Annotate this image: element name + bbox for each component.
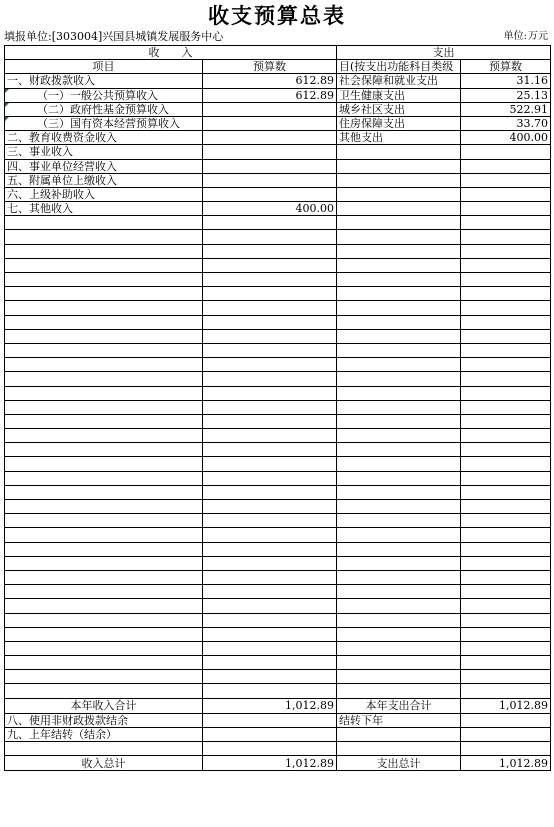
empty-row xyxy=(5,216,551,230)
expense-item-header: 目(按支出功能科目类级 xyxy=(337,60,461,74)
empty-cell xyxy=(5,570,203,584)
empty-cell xyxy=(203,528,337,542)
empty-cell xyxy=(5,613,203,627)
empty-cell xyxy=(461,457,551,471)
empty-row xyxy=(5,542,551,556)
year-income-total-value: 1,012.89 xyxy=(203,698,337,713)
empty-cell xyxy=(5,301,203,315)
empty-row xyxy=(5,485,551,499)
empty-cell xyxy=(5,500,203,514)
expense-value-cell: 25.13 xyxy=(461,88,551,102)
empty-cell xyxy=(337,570,461,584)
empty-row xyxy=(5,656,551,670)
expense-item-cell xyxy=(337,145,461,159)
empty-cell xyxy=(203,258,337,272)
empty-row xyxy=(5,358,551,372)
empty-cell xyxy=(5,315,203,329)
empty-cell xyxy=(5,343,203,357)
expense-item-cell xyxy=(337,187,461,201)
empty-cell xyxy=(203,329,337,343)
empty-cell xyxy=(203,514,337,528)
empty-cell xyxy=(203,358,337,372)
header-row-2 xyxy=(5,60,551,74)
year-expense-total-value: 1,012.89 xyxy=(461,698,551,713)
year-income-total-label: 本年收入合计 xyxy=(5,698,203,713)
expense-value-cell xyxy=(461,145,551,159)
income-item-cell: （一）一般公共预算收入 xyxy=(5,88,203,102)
empty-cell xyxy=(461,258,551,272)
expense-value-cell: 400.00 xyxy=(461,131,551,145)
empty-cell xyxy=(461,414,551,428)
empty-cell xyxy=(203,244,337,258)
non-fiscal-balance-label: 八、使用非财政拨款结余 xyxy=(5,713,203,727)
empty-row xyxy=(5,429,551,443)
empty-cell xyxy=(5,742,203,756)
empty-cell xyxy=(337,500,461,514)
year-expense-total-label: 本年支出合计 xyxy=(337,698,461,713)
income-value-cell: 612.89 xyxy=(203,88,337,102)
empty-cell xyxy=(337,216,461,230)
empty-cell xyxy=(337,315,461,329)
expense-item-cell xyxy=(337,202,461,216)
empty-cell xyxy=(203,485,337,499)
empty-cell xyxy=(337,301,461,315)
budget-table xyxy=(4,45,551,771)
income-value-cell: 612.89 xyxy=(203,74,337,88)
prior-year-carryover-label: 九、上年结转（结余） xyxy=(5,727,203,741)
empty-cell xyxy=(461,627,551,641)
carry-forward-value xyxy=(461,713,551,727)
empty-cell xyxy=(5,400,203,414)
expense-budget-header: 预算数 xyxy=(461,60,551,74)
empty-cell xyxy=(461,684,551,698)
empty-cell xyxy=(337,443,461,457)
empty-cell xyxy=(461,216,551,230)
empty-cell xyxy=(337,627,461,641)
empty-cell xyxy=(5,429,203,443)
income-item-cell: 一、财政拨款收入 xyxy=(5,74,203,88)
empty-cell xyxy=(337,329,461,343)
empty-cell xyxy=(203,585,337,599)
page-title: 收支预算总表 xyxy=(208,3,346,28)
expense-item-cell: 住房保障支出 xyxy=(337,116,461,130)
empty-row xyxy=(5,287,551,301)
expense-item-cell: 城乡社区支出 xyxy=(337,102,461,116)
empty-cell xyxy=(337,287,461,301)
row-non-fiscal-balance xyxy=(5,713,551,727)
empty-cell xyxy=(5,216,203,230)
empty-cell xyxy=(461,386,551,400)
expense-item-cell: 卫生健康支出 xyxy=(337,88,461,102)
empty-row xyxy=(5,670,551,684)
empty-cell xyxy=(5,656,203,670)
empty-row xyxy=(5,329,551,343)
empty-cell xyxy=(461,742,551,756)
empty-row xyxy=(5,457,551,471)
empty-row xyxy=(5,315,551,329)
empty-cell xyxy=(461,670,551,684)
grand-total-row xyxy=(5,756,551,771)
empty-cell xyxy=(461,727,551,741)
expense-item-cell: 其他支出 xyxy=(337,131,461,145)
empty-cell xyxy=(337,641,461,655)
empty-cell xyxy=(337,670,461,684)
empty-row xyxy=(5,684,551,698)
empty-cell xyxy=(337,429,461,443)
expense-value-cell xyxy=(461,159,551,173)
expense-value-cell: 33.70 xyxy=(461,116,551,130)
income-item-cell: 二、教育收费资金收入 xyxy=(5,131,203,145)
empty-row xyxy=(5,400,551,414)
empty-cell xyxy=(203,599,337,613)
empty-cell xyxy=(5,627,203,641)
empty-cell xyxy=(337,358,461,372)
empty-cell xyxy=(203,230,337,244)
empty-cell xyxy=(461,230,551,244)
empty-cell xyxy=(5,528,203,542)
income-value-cell xyxy=(203,145,337,159)
expense-item-cell xyxy=(337,173,461,187)
empty-cell xyxy=(5,471,203,485)
expense-value-cell xyxy=(461,202,551,216)
non-fiscal-balance-value xyxy=(203,713,337,727)
empty-cell xyxy=(461,656,551,670)
table-row xyxy=(5,145,551,159)
empty-cell xyxy=(203,613,337,627)
empty-cell xyxy=(5,556,203,570)
empty-cell xyxy=(5,358,203,372)
empty-cell xyxy=(461,528,551,542)
empty-row xyxy=(5,528,551,542)
unit-indicator xyxy=(503,30,548,44)
empty-cell xyxy=(461,443,551,457)
empty-cell xyxy=(5,329,203,343)
empty-cell xyxy=(461,542,551,556)
empty-row xyxy=(5,585,551,599)
empty-cell xyxy=(5,386,203,400)
empty-cell xyxy=(337,528,461,542)
empty-cell xyxy=(5,258,203,272)
unit-label: 单位: xyxy=(503,31,527,42)
empty-row xyxy=(5,273,551,287)
empty-cell xyxy=(337,343,461,357)
empty-cell xyxy=(337,400,461,414)
table-row xyxy=(5,74,551,88)
income-item-cell: 四、事业单位经营收入 xyxy=(5,159,203,173)
empty-cell xyxy=(461,343,551,357)
empty-cell xyxy=(461,514,551,528)
table-row xyxy=(5,202,551,216)
empty-cell xyxy=(337,542,461,556)
empty-cell xyxy=(461,429,551,443)
empty-cell xyxy=(461,287,551,301)
empty-cell xyxy=(5,641,203,655)
expense-grand-total-value: 1,012.89 xyxy=(461,756,551,771)
empty-cell xyxy=(203,627,337,641)
empty-cell xyxy=(461,556,551,570)
empty-cell xyxy=(203,216,337,230)
empty-row xyxy=(5,258,551,272)
empty-cell xyxy=(337,457,461,471)
empty-row xyxy=(5,570,551,584)
empty-cell xyxy=(203,670,337,684)
income-item-cell: 五、附属单位上缴收入 xyxy=(5,173,203,187)
empty-cell xyxy=(337,273,461,287)
fill-unit-label: 填报单位: xyxy=(4,30,52,43)
income-item-cell: （三）国有资本经营预算收入 xyxy=(5,116,203,130)
empty-cell xyxy=(461,599,551,613)
expense-value-cell: 31.16 xyxy=(461,74,551,88)
table-row xyxy=(5,88,551,102)
empty-cell xyxy=(203,443,337,457)
income-grand-total-value: 1,012.89 xyxy=(203,756,337,771)
empty-row xyxy=(5,641,551,655)
table-row xyxy=(5,173,551,187)
fill-unit-value: [303004]兴国县城镇发展服务中心 xyxy=(51,30,224,43)
empty-cell xyxy=(203,742,337,756)
income-value-cell xyxy=(203,131,337,145)
empty-cell xyxy=(337,471,461,485)
empty-cell xyxy=(203,273,337,287)
row-prior-year-carryover xyxy=(5,727,551,741)
empty-cell xyxy=(203,556,337,570)
empty-cell xyxy=(203,641,337,655)
empty-cell xyxy=(461,641,551,655)
empty-cell xyxy=(5,287,203,301)
empty-cell xyxy=(337,684,461,698)
income-budget-header: 预算数 xyxy=(203,60,337,74)
empty-cell xyxy=(337,244,461,258)
carry-forward-label: 结转下年 xyxy=(337,713,461,727)
income-item-cell: （二）政府性基金预算收入 xyxy=(5,102,203,116)
empty-cell xyxy=(203,500,337,514)
income-item-header: 项目 xyxy=(5,60,203,74)
income-item-cell: 三、事业收入 xyxy=(5,145,203,159)
empty-cell xyxy=(203,570,337,584)
empty-cell xyxy=(461,471,551,485)
table-row xyxy=(5,131,551,145)
header-row-1 xyxy=(5,46,551,60)
empty-cell xyxy=(461,500,551,514)
empty-cell xyxy=(461,358,551,372)
income-value-cell xyxy=(203,187,337,201)
empty-cell xyxy=(203,414,337,428)
empty-cell xyxy=(203,684,337,698)
empty-cell xyxy=(203,315,337,329)
empty-row xyxy=(5,471,551,485)
empty-cell xyxy=(203,400,337,414)
empty-row xyxy=(5,613,551,627)
empty-cell xyxy=(461,244,551,258)
empty-cell xyxy=(203,343,337,357)
empty-cell xyxy=(203,429,337,443)
budget-table-body xyxy=(5,46,551,771)
empty-row xyxy=(5,372,551,386)
empty-cell xyxy=(337,372,461,386)
income-item-cell: 六、上级补助收入 xyxy=(5,187,203,201)
expense-value-cell xyxy=(461,173,551,187)
income-value-cell xyxy=(203,116,337,130)
empty-cell xyxy=(203,457,337,471)
empty-cell xyxy=(337,742,461,756)
empty-row xyxy=(5,386,551,400)
empty-row xyxy=(5,244,551,258)
empty-cell xyxy=(5,457,203,471)
empty-row xyxy=(5,556,551,570)
expense-value-cell xyxy=(461,187,551,201)
empty-cell xyxy=(461,315,551,329)
income-header: 收 入 xyxy=(5,46,337,60)
empty-cell xyxy=(337,230,461,244)
income-value-cell xyxy=(203,173,337,187)
income-grand-total-label: 收入总计 xyxy=(5,756,203,771)
empty-cell xyxy=(203,542,337,556)
empty-cell xyxy=(5,372,203,386)
empty-row xyxy=(5,301,551,315)
empty-cell xyxy=(337,258,461,272)
empty-cell xyxy=(461,570,551,584)
income-item-cell: 七、其他收入 xyxy=(5,202,203,216)
income-value-cell xyxy=(203,102,337,116)
empty-cell xyxy=(5,230,203,244)
expense-item-cell: 社会保障和就业支出 xyxy=(337,74,461,88)
empty-cell xyxy=(203,372,337,386)
empty-cell xyxy=(461,301,551,315)
empty-cell xyxy=(203,656,337,670)
empty-cell xyxy=(203,471,337,485)
empty-cell xyxy=(5,585,203,599)
table-row xyxy=(5,116,551,130)
empty-cell xyxy=(461,400,551,414)
empty-row xyxy=(5,414,551,428)
empty-cell xyxy=(461,372,551,386)
expense-grand-total-label: 支出总计 xyxy=(337,756,461,771)
empty-cell xyxy=(5,670,203,684)
empty-cell xyxy=(203,287,337,301)
income-value-cell: 400.00 xyxy=(203,202,337,216)
empty-row xyxy=(5,742,551,756)
empty-cell xyxy=(337,585,461,599)
empty-row xyxy=(5,343,551,357)
empty-cell xyxy=(337,414,461,428)
empty-row xyxy=(5,627,551,641)
table-row xyxy=(5,159,551,173)
empty-cell xyxy=(203,386,337,400)
meta-row xyxy=(4,30,550,44)
empty-cell xyxy=(461,329,551,343)
empty-cell xyxy=(337,386,461,400)
year-total-row xyxy=(5,698,551,713)
empty-cell xyxy=(5,542,203,556)
empty-cell xyxy=(461,485,551,499)
table-row xyxy=(5,187,551,201)
empty-cell xyxy=(5,599,203,613)
unit-value: 万元 xyxy=(528,31,548,42)
income-value-cell xyxy=(203,159,337,173)
empty-cell xyxy=(5,514,203,528)
empty-cell xyxy=(337,514,461,528)
empty-cell xyxy=(461,273,551,287)
empty-cell xyxy=(5,443,203,457)
expense-value-cell: 522.91 xyxy=(461,102,551,116)
expense-item-cell xyxy=(337,159,461,173)
empty-row xyxy=(5,443,551,457)
empty-cell xyxy=(337,727,461,741)
empty-cell xyxy=(203,301,337,315)
empty-cell xyxy=(5,684,203,698)
empty-row xyxy=(5,514,551,528)
prior-year-carryover-value xyxy=(203,727,337,741)
empty-row xyxy=(5,599,551,613)
expense-header: 支出 xyxy=(337,46,551,60)
empty-cell xyxy=(337,485,461,499)
empty-cell xyxy=(337,599,461,613)
empty-cell xyxy=(337,556,461,570)
empty-row xyxy=(5,230,551,244)
empty-cell xyxy=(461,613,551,627)
empty-cell xyxy=(337,656,461,670)
empty-cell xyxy=(461,585,551,599)
table-row xyxy=(5,102,551,116)
empty-cell xyxy=(5,485,203,499)
empty-cell xyxy=(5,244,203,258)
empty-row xyxy=(5,500,551,514)
empty-cell xyxy=(5,273,203,287)
empty-cell xyxy=(337,613,461,627)
empty-cell xyxy=(5,414,203,428)
